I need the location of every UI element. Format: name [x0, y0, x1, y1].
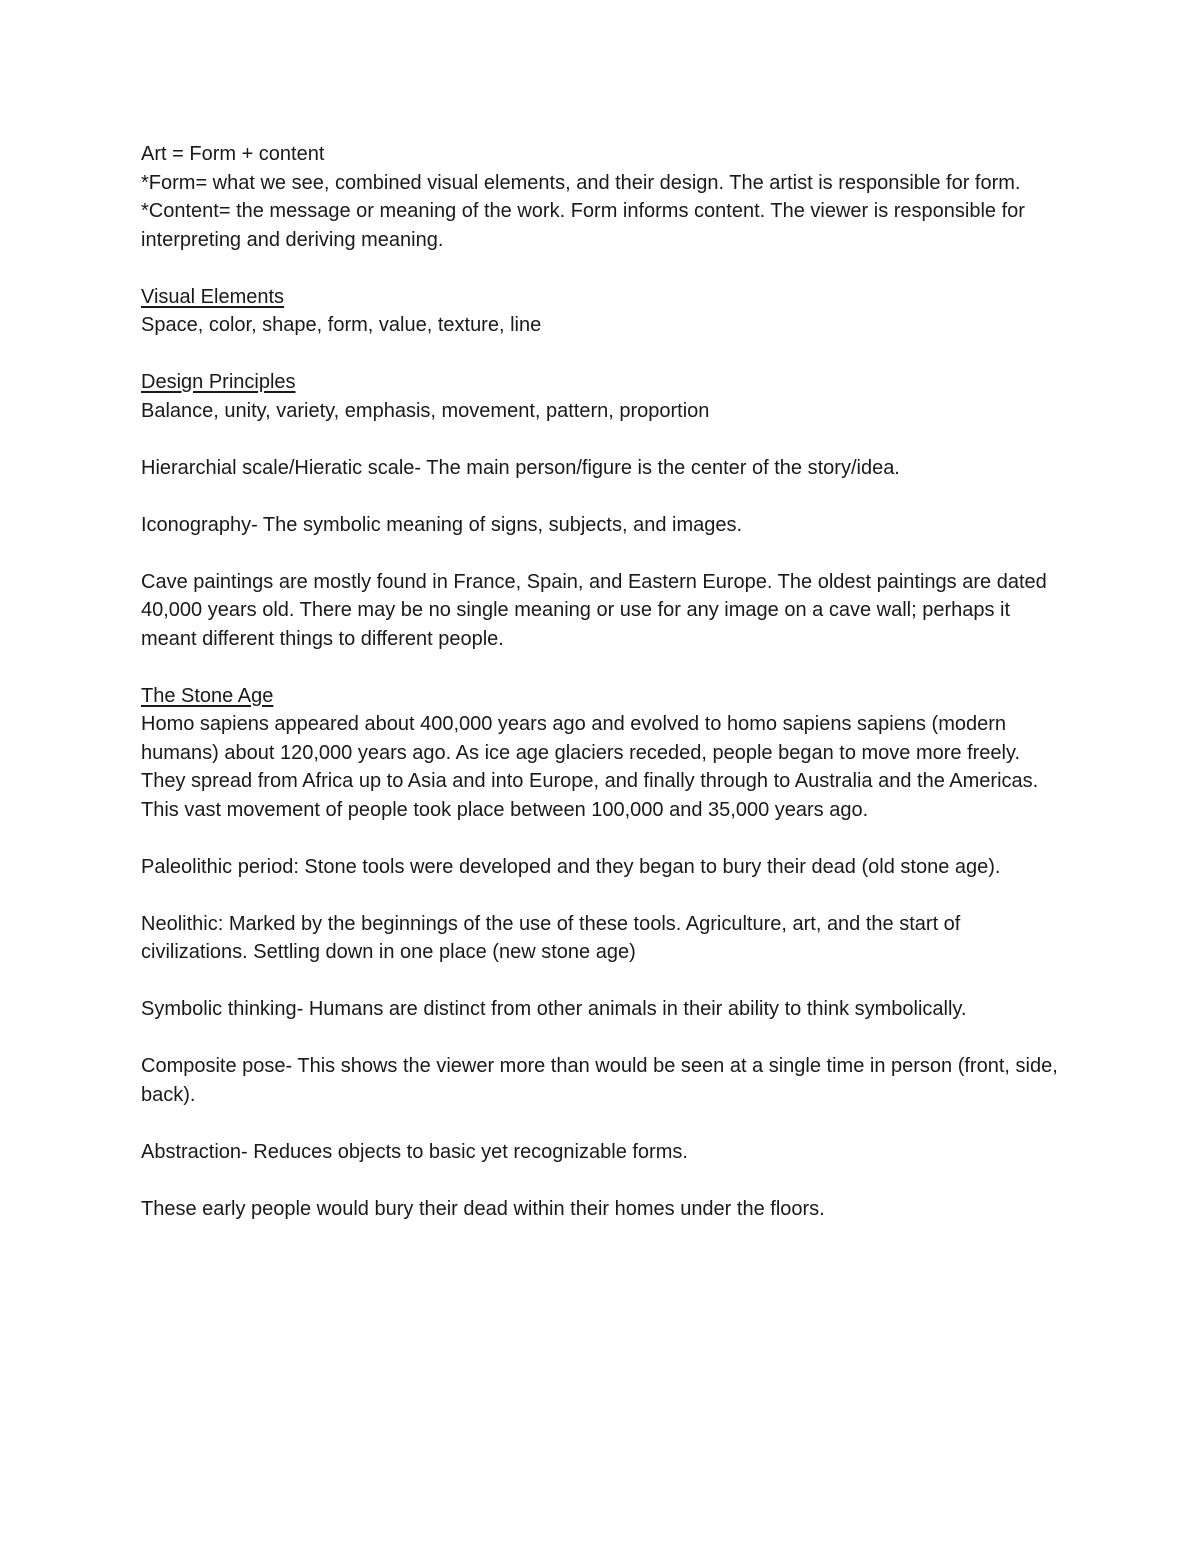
- art-equation: Art = Form + content: [141, 143, 325, 165]
- design-principles-heading: Design Principles: [141, 371, 296, 393]
- form-definition: *Form= what we see, combined visual elements, and their design. The artist is responsible for form.: [141, 171, 1021, 194]
- paragraph-gap: [141, 653, 1066, 682]
- paragraph-gap: [141, 1166, 1066, 1195]
- cave-paintings-paragraph: Cave paintings are mostly found in France, Spain, and Eastern Europe. The oldest paintings are dated 40,000 years old. There may be no single meaning or use for any image on a cave wall; perhaps it meant different things to different people.: [141, 570, 1047, 650]
- paleolithic-paragraph: Paleolithic period: Stone tools were developed and they began to bury their dead (old stone age).: [141, 855, 1001, 878]
- content-definition: *Content= the message or meaning of the work. Form informs content. The viewer is responsible for interpreting and deriving meaning.: [141, 200, 1025, 251]
- neolithic-paragraph: Neolithic: Marked by the beginnings of the use of these tools. Agriculture, art, and the start of civilizations. Settling down in one place (new stone age): [141, 912, 961, 963]
- document-body: [141, 140, 1066, 1223]
- design-principles-list: Balance, unity, variety, emphasis, movement, pattern, proportion: [141, 399, 710, 422]
- migration-paragraph: This vast movement of people took place between 100,000 and 35,000 years ago.: [141, 798, 869, 821]
- visual-elements-heading: Visual Elements: [141, 285, 285, 308]
- paragraph-gap: [141, 539, 1066, 568]
- hierarchical-scale-paragraph: Hierarchial scale/Hieratic scale- The main person/figure is the center of the story/idea.: [141, 456, 900, 479]
- paragraph-gap: [141, 425, 1066, 454]
- composite-pose-paragraph: Composite pose- This shows the viewer more than would be seen at a single time in person (front, side, back).: [141, 1055, 1058, 1106]
- paragraph-gap: [141, 824, 1066, 853]
- paragraph-gap: [141, 1024, 1066, 1053]
- stone-age-heading: The Stone Age: [141, 684, 274, 707]
- abstraction-paragraph: Abstraction- Reduces objects to basic yet recognizable forms.: [141, 1140, 688, 1163]
- paragraph-gap: [141, 1109, 1066, 1138]
- iconography-paragraph: Iconography- The symbolic meaning of signs, subjects, and images.: [141, 513, 743, 536]
- paragraph-gap: [141, 340, 1066, 369]
- symbolic-thinking-paragraph: Symbolic thinking- Humans are distinct from other animals in their ability to think symbolically.: [141, 998, 967, 1020]
- paragraph-gap: [141, 881, 1066, 910]
- paragraph-gap: [141, 482, 1066, 511]
- paragraph-gap: [141, 254, 1066, 283]
- visual-elements-list: Space, color, shape, form, value, texture, line: [141, 314, 542, 336]
- burial-paragraph: These early people would bury their dead within their homes under the floors.: [141, 1197, 825, 1220]
- paragraph-gap: [141, 967, 1066, 996]
- stone-age-paragraph: Homo sapiens appeared about 400,000 years ago and evolved to homo sapiens sapiens (modern humans) about 120,000 years ago. As ice age glaciers receded, people began to move more freely. They spread from Africa up to Asia and into Europe, and finally through to Australia and the Americas.: [141, 713, 1039, 792]
